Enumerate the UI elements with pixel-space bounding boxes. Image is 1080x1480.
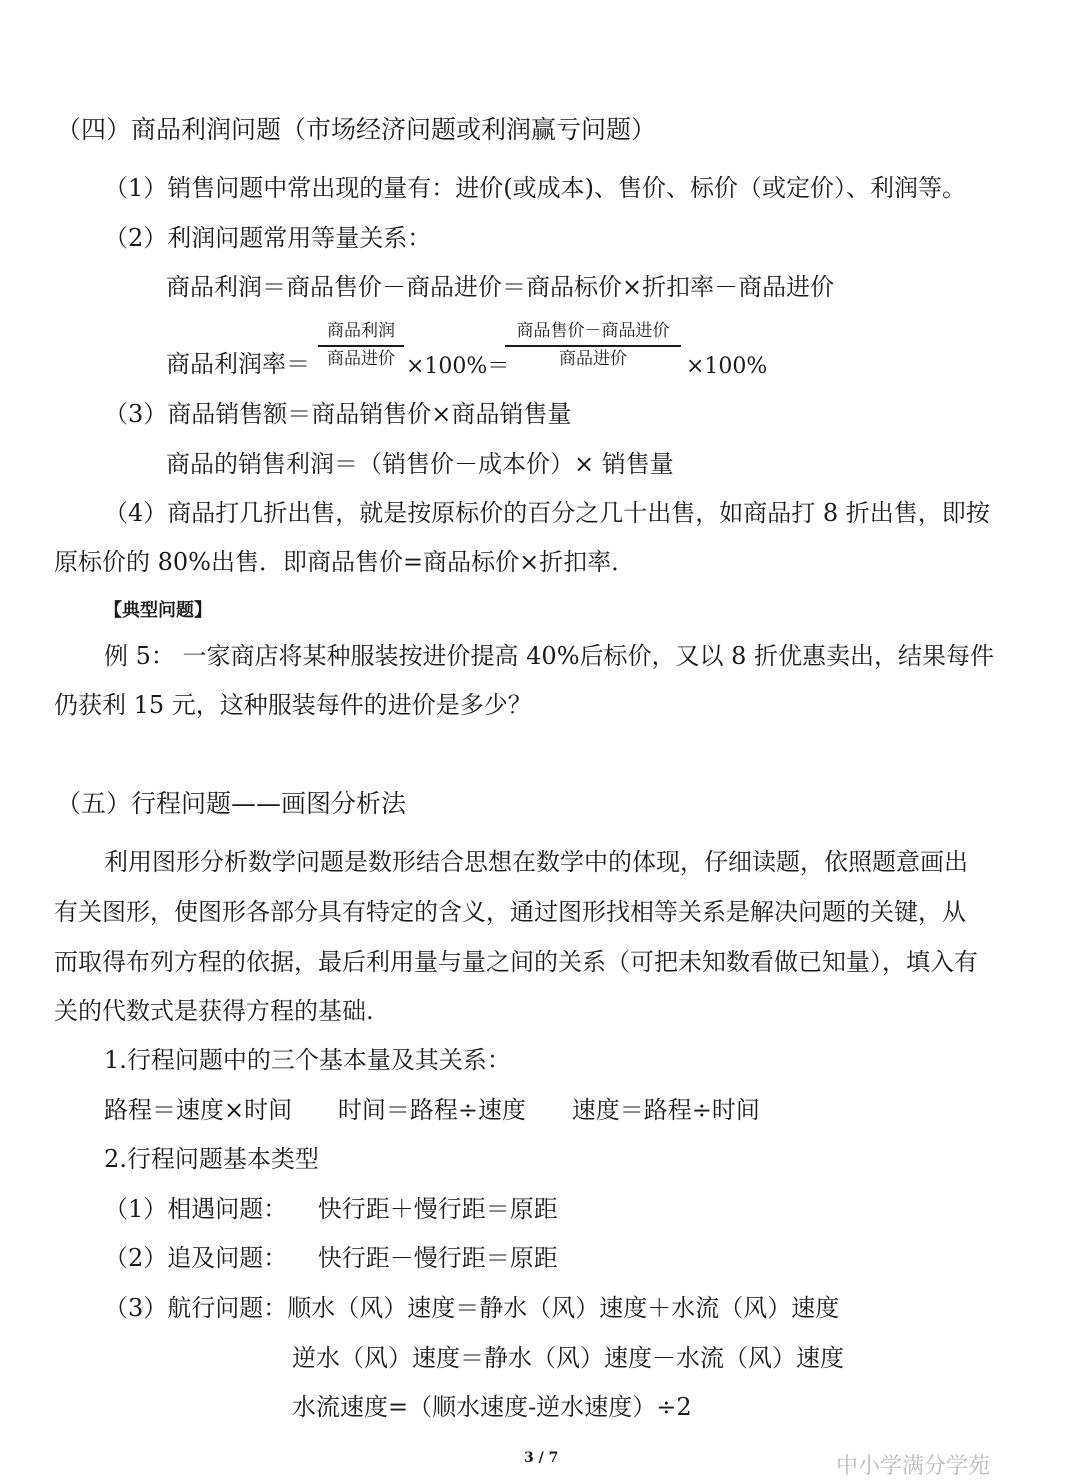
sub2-text: 2.行程问题基本类型 <box>104 1145 319 1173</box>
item4-line1: （4）商品打几折出售，就是按原标价的百分之几十出售，如商品打 8 折出售，即按 <box>104 499 990 527</box>
frac1-denominator: 商品进价 <box>327 349 395 369</box>
item3-text: （3）商品销售额＝商品销售价×商品销售量 <box>104 400 572 428</box>
para-line4: 关的代数式是获得方程的基础. <box>54 997 374 1025</box>
typical-problem-tag: 【典型问题】 <box>104 600 212 621</box>
frac2-numerator: 商品售价－商品进价 <box>516 321 670 341</box>
para-line1: 利用图形分析数学问题是数形结合思想在数学中的体现，仔细读题，依照题意画出 <box>104 848 968 876</box>
frac2-bar <box>505 345 681 347</box>
frac1-numerator: 商品利润 <box>327 321 395 341</box>
rate-label: 商品利润率＝ <box>166 350 310 378</box>
page-number: 3 / 7 <box>524 1450 559 1466</box>
item2-text: （2）利润问题常用等量关系： <box>104 224 432 252</box>
example5-line1: 例 5： 一家商店将某种服装按进价提高 40%后标价，又以 8 折优惠卖出，结果每件 <box>104 642 995 670</box>
frac1-bar <box>318 345 404 347</box>
item1-text: （1）销售问题中常出现的量有：进价(或成本)、售价、标价（或定价）、利润等。 <box>104 174 966 202</box>
example5-line2: 仍获利 15 元，这种服装每件的进价是多少？ <box>54 691 532 719</box>
end-text: ×100% <box>686 354 768 379</box>
section5-heading: （五）行程问题——画图分析法 <box>56 789 407 818</box>
relations-text: 路程＝速度×时间 时间＝路程÷速度 速度＝路程÷时间 <box>104 1096 760 1124</box>
item3b-text: 商品的销售利润＝（销售价－成本价）× 销售量 <box>166 450 674 478</box>
watermark: 中小学满分学苑 <box>836 1454 991 1479</box>
type3-line1: （3）航行问题：顺水（风）速度＝静水（风）速度＋水流（风）速度 <box>104 1294 840 1322</box>
type3-line3: 水流速度=（顺水速度-逆水速度）÷2 <box>292 1393 692 1421</box>
para-line3: 而取得布列方程的依据，最后利用量与量之间的关系（可把未知数看做已知量），填入有 <box>54 948 978 976</box>
section4-heading: （四）商品利润问题（市场经济问题或利润赢亏问题） <box>56 115 657 144</box>
type2-text: （2）追及问题： 快行距－慢行距＝原距 <box>104 1244 558 1272</box>
frac2-denominator: 商品进价 <box>559 349 627 369</box>
type3-line2: 逆水（风）速度＝静水（风）速度－水流（风）速度 <box>292 1344 844 1372</box>
sub1-text: 1.行程问题中的三个基本量及其关系： <box>104 1046 511 1074</box>
type1-text: （1）相遇问题： 快行距＋慢行距＝原距 <box>104 1195 558 1223</box>
profit-formula: 商品利润＝商品售价－商品进价＝商品标价×折扣率－商品进价 <box>166 273 835 301</box>
para-line2: 有关图形，使图形各部分具有特定的含义，通过图形找相等关系是解决问题的关键，从 <box>54 898 966 926</box>
mid-text: ×100%＝ <box>406 354 510 379</box>
item4-line2: 原标价的 80%出售．即商品售价=商品标价×折扣率． <box>54 548 636 576</box>
